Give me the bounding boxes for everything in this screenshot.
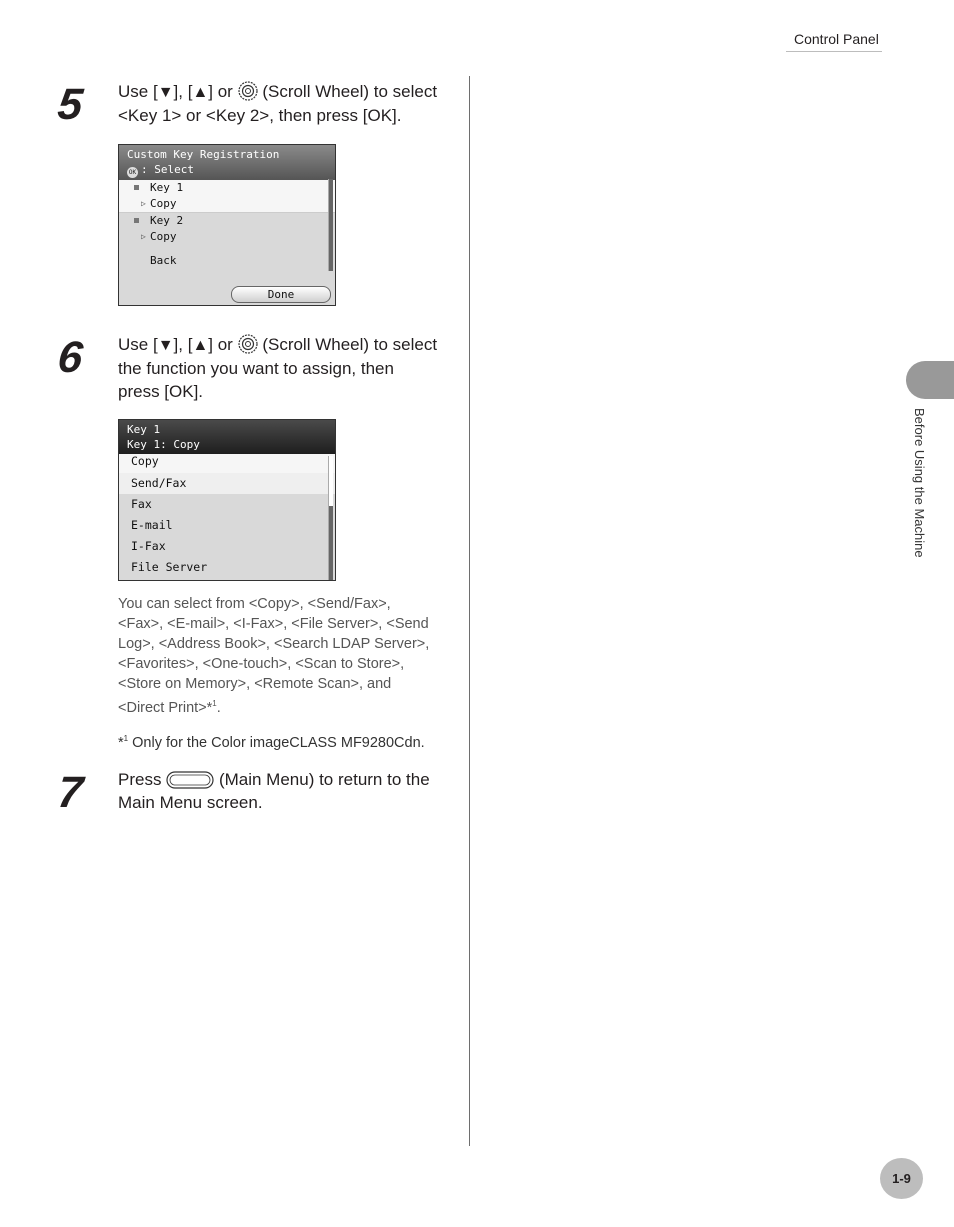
done-button[interactable]: Done	[231, 286, 331, 303]
step-6-line-2: the function you want to assign, then	[118, 359, 394, 378]
note-line: You can select from <Copy>, <Send/Fax>,	[118, 596, 391, 612]
note-line: <Store on Memory>, <Remote Scan>, and	[118, 676, 392, 692]
footnote	[118, 734, 425, 751]
scroll-wheel-icon	[238, 334, 258, 354]
step-5-line-2: <Key 1> or <Key 2>, then press [OK].	[118, 106, 402, 125]
up-arrow-icon: ▲	[192, 337, 209, 354]
step-6-text-c: ] or	[208, 335, 233, 354]
ok-icon: OK	[128, 169, 137, 176]
step-5-text-a: Use [	[118, 82, 158, 101]
footnote-asterisk: *	[118, 734, 124, 751]
running-header: Control Panel	[794, 31, 879, 47]
note-end: .	[216, 699, 221, 716]
list-item-back[interactable]	[119, 253, 335, 269]
scroll-wheel-icon	[238, 81, 258, 101]
note-line: <Direct Print>*	[118, 699, 213, 716]
footnote-marker: 1	[212, 699, 217, 708]
scroll-thumb[interactable]	[329, 179, 333, 271]
scroll-thumb[interactable]	[329, 506, 333, 580]
step-7-line-2: Main Menu screen.	[118, 793, 263, 812]
note-line: Log>, <Address Book>, <Search LDAP Server>,	[118, 636, 430, 652]
list-item-label: E-mail	[131, 518, 173, 532]
step-6-text-d: (Scroll Wheel) to select	[262, 335, 438, 354]
step-number-5: 5	[55, 80, 86, 129]
list-item-copy[interactable]	[119, 454, 335, 473]
list-item-label: Copy	[131, 454, 159, 468]
lcd-title: Custom Key Registration	[127, 148, 280, 161]
footnote-text: Only for the Color imageCLASS MF9280Cdn.	[128, 734, 425, 751]
header-rule	[786, 51, 882, 52]
down-arrow-icon: ▼	[157, 337, 174, 354]
step-5-text-b: ], [	[173, 82, 193, 101]
list-item-i-fax[interactable]	[119, 536, 335, 557]
step-6-line-3: press [OK].	[118, 382, 204, 401]
lcd-title: Key 1	[127, 423, 161, 436]
bullet-icon	[134, 218, 139, 223]
scrollbar[interactable]	[328, 456, 333, 580]
step-5-text-c: ] or	[208, 82, 233, 101]
scrollbar[interactable]	[328, 179, 333, 271]
list-item-value: Copy	[150, 197, 177, 210]
chapter-label: Before Using the Machine	[912, 408, 927, 558]
list-item-label: I-Fax	[131, 539, 166, 553]
note-line: <Fax>, <E-mail>, <I-Fax>, <File Server>, <Send	[118, 616, 429, 632]
lcd-subtitle: Key 1: Copy	[127, 438, 200, 451]
main-menu-key-icon	[166, 771, 214, 789]
function-list-note	[118, 594, 448, 718]
step-7-text	[118, 768, 463, 814]
list-item-key-1-value	[119, 196, 335, 213]
footnote-sup: 1	[123, 734, 129, 743]
list-item-label: File Server	[131, 560, 208, 574]
triangle-right-icon: ▷	[141, 199, 146, 208]
note-line: <Favorites>, <One-touch>, <Scan to Store>,	[118, 656, 405, 672]
step-5-text-d: (Scroll Wheel) to select	[262, 82, 438, 101]
lcd-screen-key-1	[118, 419, 336, 581]
lcd-screen-custom-key	[118, 144, 336, 306]
list-item-key-1[interactable]	[119, 180, 335, 196]
lcd-header	[119, 145, 335, 180]
lcd-header	[119, 420, 335, 454]
chapter-tab	[906, 361, 954, 399]
step-number-7: 7	[55, 768, 86, 817]
list-item-label: Key 2	[150, 214, 184, 227]
up-arrow-icon: ▲	[192, 84, 209, 101]
list-item-label: Send/Fax	[131, 476, 187, 490]
step-7-text-b: (Main Menu) to return to the	[218, 770, 430, 789]
down-arrow-icon: ▼	[157, 84, 174, 101]
list-item-label: Key 1	[150, 181, 184, 194]
list-item-send-fax[interactable]	[119, 473, 335, 494]
list-item-label: Back	[150, 254, 177, 267]
list-item-value: Copy	[150, 230, 177, 243]
step-5-text	[118, 80, 463, 127]
column-divider	[469, 76, 470, 1146]
list-item-fax[interactable]	[119, 494, 335, 515]
list-item-key-2[interactable]	[119, 213, 335, 229]
step-6-text-b: ], [	[173, 335, 193, 354]
page-number: 1-9	[880, 1158, 923, 1199]
list-item-file-server[interactable]	[119, 557, 335, 578]
list-item-key-2-value	[119, 229, 335, 245]
step-7-text-a: Press	[118, 770, 162, 789]
step-number-6: 6	[55, 333, 86, 382]
triangle-right-icon: ▷	[141, 232, 146, 241]
list-item-e-mail[interactable]	[119, 515, 335, 536]
lcd-subtitle: : Select	[141, 163, 194, 176]
step-6-text	[118, 333, 463, 403]
bullet-icon	[134, 185, 139, 190]
step-6-text-a: Use [	[118, 335, 158, 354]
list-item-label: Fax	[131, 497, 152, 511]
